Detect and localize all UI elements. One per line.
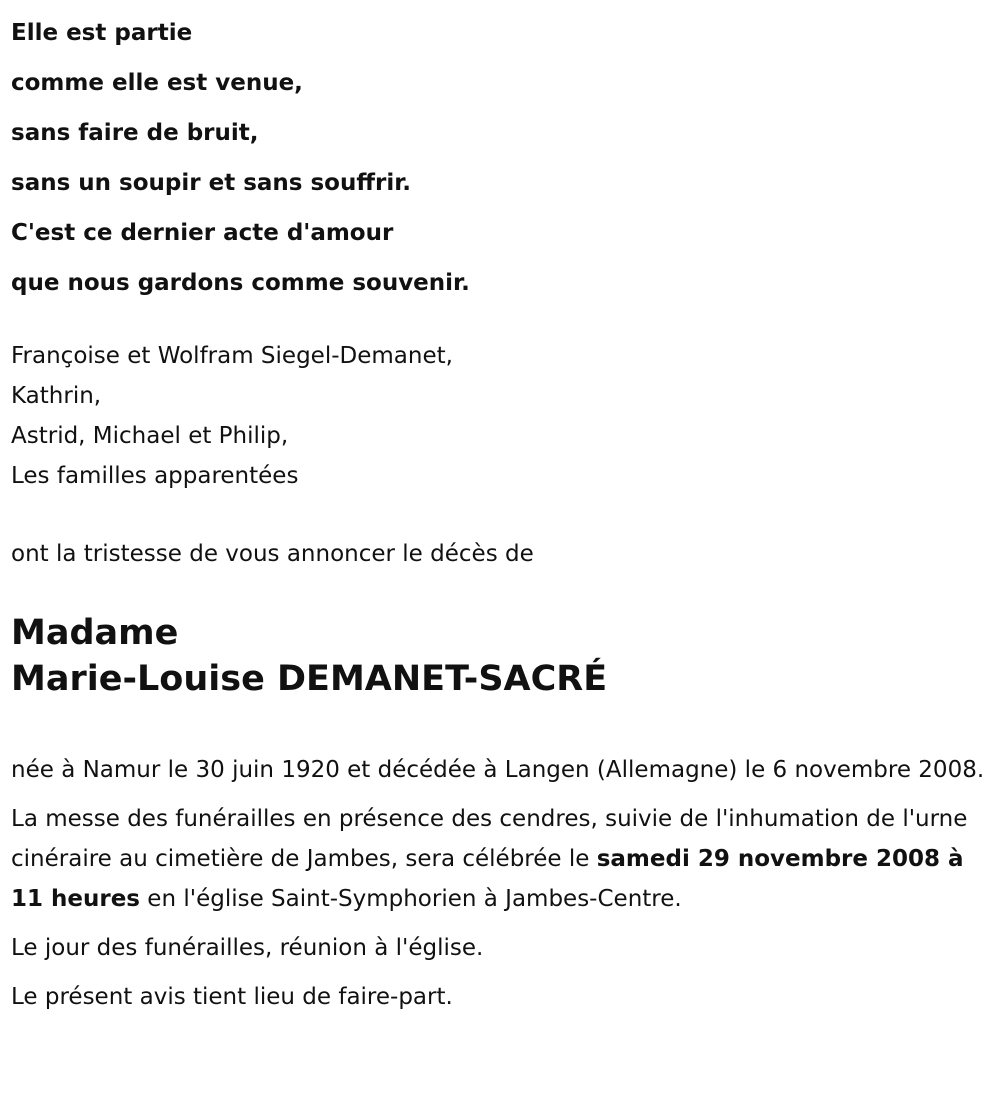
family-member: Kathrin, bbox=[11, 383, 102, 409]
gathering-text: Le jour des funérailles, réunion à l'église. bbox=[11, 935, 484, 961]
deceased-name: Marie-Louise DEMANET-SACRÉ bbox=[11, 659, 608, 699]
poem-line: comme elle est venue, bbox=[11, 70, 303, 96]
family-member: Les familles apparentées bbox=[11, 463, 299, 489]
poem-line: sans faire de bruit, bbox=[11, 120, 259, 146]
birth-death-text: née à Namur le 30 juin 1920 et décédée à Langen (Allemagne) le 6 novembre 2008. bbox=[11, 757, 985, 783]
poem-line: C'est ce dernier acte d'amour bbox=[11, 220, 394, 246]
funeral-place: en l'église Saint-Symphorien à Jambes-Centre. bbox=[140, 886, 682, 912]
announcement: ont la tristesse de vous annoncer le décès de bbox=[11, 541, 534, 567]
notice-text: Le présent avis tient lieu de faire-part. bbox=[11, 984, 453, 1010]
poem-line: sans un soupir et sans souffrir. bbox=[11, 170, 412, 196]
family-member: Françoise et Wolfram Siegel-Demanet, bbox=[11, 343, 453, 369]
family-member: Astrid, Michael et Philip, bbox=[11, 423, 289, 449]
poem-line: que nous gardons comme souvenir. bbox=[11, 270, 470, 296]
details bbox=[11, 750, 986, 1026]
family-list bbox=[11, 336, 453, 496]
funeral-date: samedi 29 novembre 2008 à 11 heures bbox=[11, 846, 964, 912]
deceased-title: Madame bbox=[11, 613, 179, 653]
funeral-intro: La messe des funérailles en présence des cendres, suivie de l'inhumation de l'urne cinéraire au cimetière de Jambes, sera célébrée le bbox=[11, 806, 968, 872]
deceased-name-block bbox=[11, 610, 607, 702]
poem bbox=[11, 8, 470, 308]
poem-line: Elle est partie bbox=[11, 20, 193, 46]
funeral-text bbox=[11, 799, 986, 919]
